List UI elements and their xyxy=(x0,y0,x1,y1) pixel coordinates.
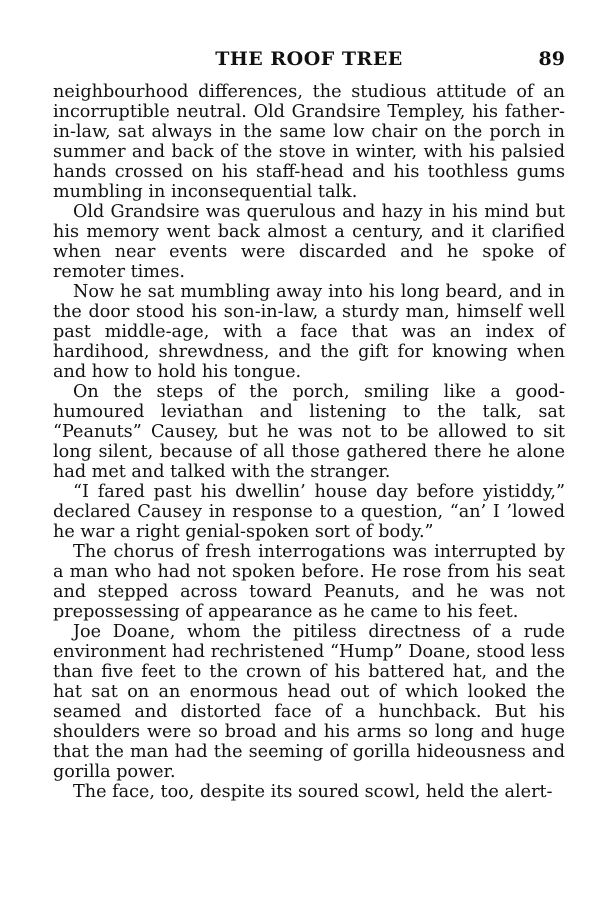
body-text xyxy=(53,82,565,802)
paragraph: Old Grandsire was querulous and hazy in his mind but his memory went back almost a century, and it clarified when near events were discarded and he spoke of remoter times. xyxy=(53,202,565,282)
paragraph: Now he sat mumbling away into his long beard, and in the door stood his son-in-law, a sturdy man, himself well past middle-age, with a face that was an index of hardihood, shrewdness, and the gift for knowing when and how to hold his tongue. xyxy=(53,282,565,382)
page-number: 89 xyxy=(538,48,565,70)
paragraph: The chorus of fresh interrogations was interrupted by a man who had not spoken before. He rose from his seat and stepped across toward Peanuts, and he was not prepossessing of appearance as he came to his feet. xyxy=(53,542,565,622)
book-page xyxy=(53,48,565,802)
paragraph: On the steps of the porch, smiling like a good-humoured leviathan and listening to the talk, sat “Peanuts” Causey, but he was not to be allowed to sit long silent, because of all those gathered there he alone had met and talked with the stranger. xyxy=(53,382,565,482)
paragraph: “I fared past his dwellin’ house day before yistiddy,” declared Causey in response to a question, “an’ I ’lowed he war a right genial-spoken sort of body.” xyxy=(53,482,565,542)
running-head xyxy=(53,48,565,76)
paragraph-final: The face, too, despite its soured scowl, held the alert- xyxy=(73,782,553,802)
running-title: THE ROOF TREE xyxy=(215,48,403,70)
paragraph: Joe Doane, whom the pitiless directness of a rude environment had rechristened “Hump” Doane, stood less than five feet to the crown of his battered hat, and the hat sat on an enormous head out of which looked the seamed and distorted face of a hunchback. But his shoulders were so broad and his arms so long and huge that the man had the seeming of gorilla hideousness and gorilla power. xyxy=(53,622,565,782)
paragraph-continued: neighbourhood differences, the studious attitude of an incorruptible neutral. Old Grandsire Templey, his father-in-law, sat always in the same low chair on the porch in summer and back of the stove in winter, with his palsied hands crossed on his staff-head and his toothless gums mumbling in inconsequential talk. xyxy=(53,82,565,202)
